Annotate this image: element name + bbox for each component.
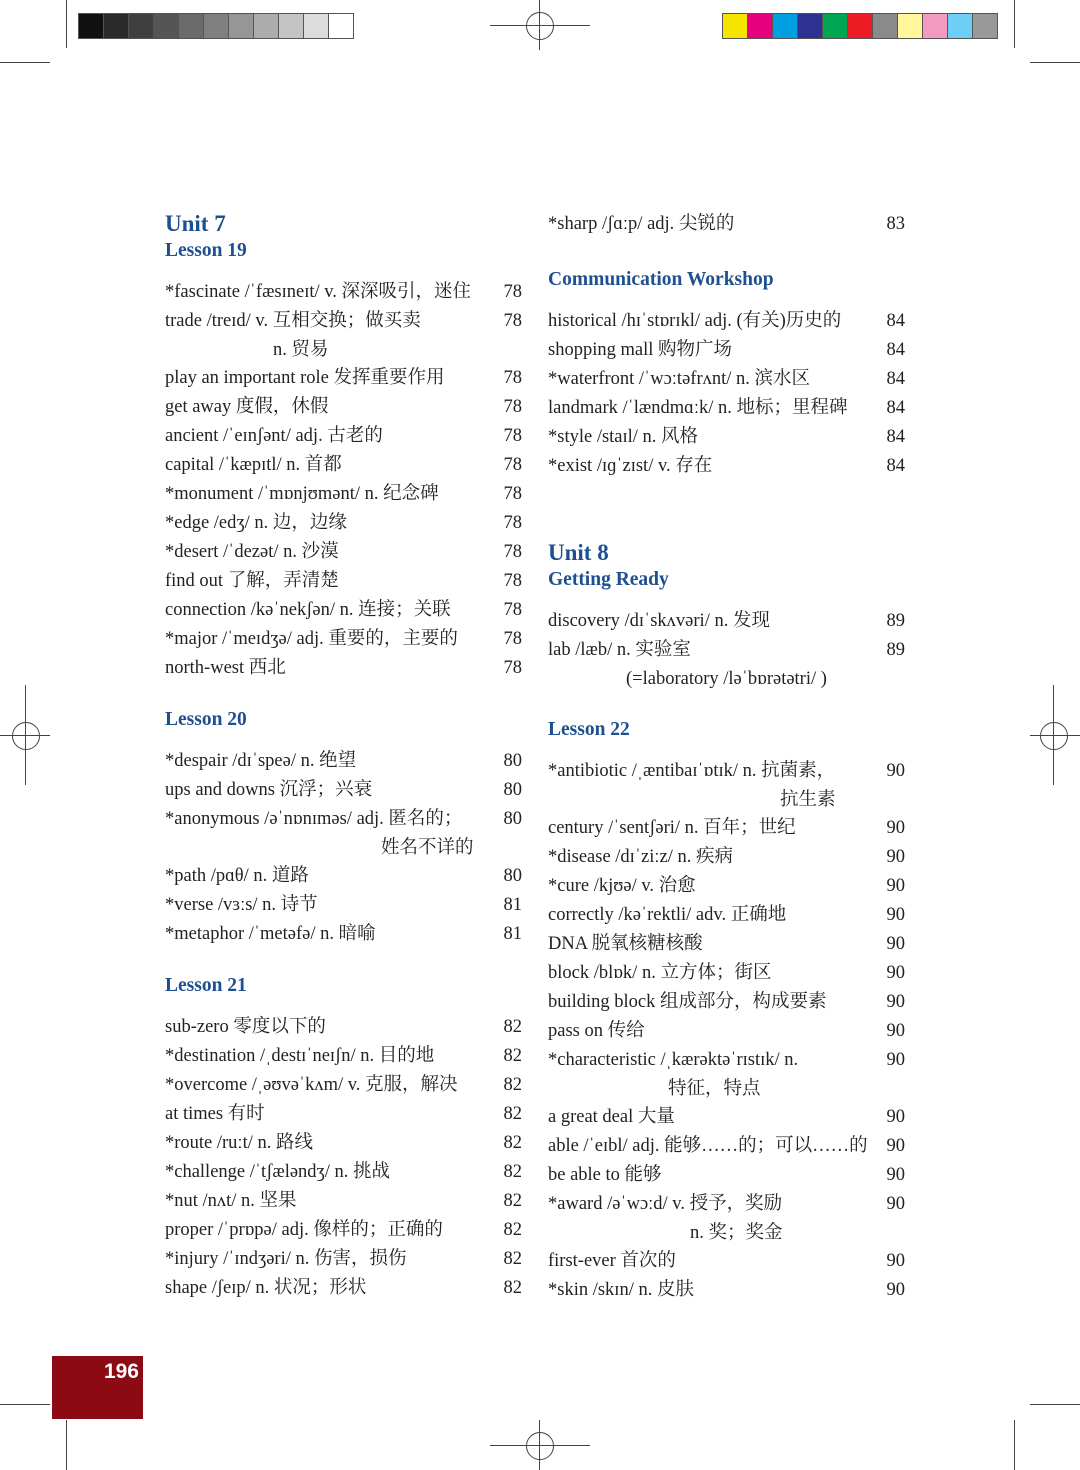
vocab-text: *injury /ˈɪndʒəri/ n. 伤害，损伤: [165, 1249, 407, 1269]
lesson-title: Getting Ready: [548, 569, 669, 590]
vocab-page: 90: [886, 1136, 905, 1156]
vocab-entry: [548, 872, 905, 901]
registration-mark-line: [1053, 685, 1054, 785]
vocab-continuation: 姓名不详的: [381, 838, 474, 858]
vocab-page: 90: [886, 905, 905, 925]
vocab-text: sub-zero 零度以下的: [165, 1017, 326, 1037]
vocab-page: 78: [503, 311, 522, 331]
vocab-text: proper /ˈprɒpə/ adj. 像样的；正确的: [165, 1220, 443, 1240]
vocab-entry: [548, 930, 905, 959]
vocab-text: DNA 脱氧核糖核酸: [548, 934, 703, 954]
vocab-text: ancient /ˈeɪnʃənt/ adj. 古老的: [165, 426, 383, 446]
vocab-entry: [548, 1276, 905, 1305]
vocab-text: *cure /kjʊə/ v. 治愈: [548, 876, 696, 896]
lesson-title: Lesson 20: [165, 709, 247, 730]
vocab-entry: [165, 307, 522, 336]
color-swatch: [923, 14, 948, 38]
vocab-text: *metaphor /ˈmetəfə/ n. 暗喻: [165, 924, 376, 944]
color-swatch: [104, 14, 129, 38]
vocab-entry: [548, 901, 905, 930]
vocab-page: 82: [503, 1075, 522, 1095]
registration-mark: [1040, 722, 1068, 750]
crop-mark: [66, 1420, 67, 1470]
vocab-entry: [165, 1129, 522, 1158]
vocab-entry: [165, 567, 522, 596]
vocab-text: historical /hɪˈstɒrɪkl/ adj. (有关)历史的: [548, 311, 842, 331]
vocab-page: 78: [503, 282, 522, 302]
vocab-list: [548, 307, 905, 481]
vocab-page: 90: [886, 992, 905, 1012]
color-swatch: [748, 14, 773, 38]
vocab-text: century /ˈsentʃəri/ n. 百年；世纪: [548, 818, 796, 838]
vocab-entry: [548, 1190, 905, 1219]
vocab-text: *disease /dɪˈziːz/ n. 疾病: [548, 847, 733, 867]
color-swatch: [279, 14, 304, 38]
vocab-entry: [548, 1046, 905, 1075]
vocab-page: 78: [503, 513, 522, 533]
registration-mark: [526, 12, 554, 40]
crop-mark: [1014, 0, 1015, 48]
vocab-entry: [165, 1216, 522, 1245]
vocab-page: 90: [886, 876, 905, 896]
color-swatch: [129, 14, 154, 38]
vocab-entry: [548, 394, 905, 423]
vocab-text: *destination /ˌdestɪˈneɪʃn/ n. 目的地: [165, 1046, 435, 1066]
vocab-text: *route /ruːt/ n. 路线: [165, 1133, 313, 1153]
vocab-entry: [548, 210, 905, 239]
vocab-text: shopping mall 购物广场: [548, 340, 732, 360]
vocab-text: *monument /ˈmɒnjʊmənt/ n. 纪念碑: [165, 484, 439, 504]
vocab-page: 82: [503, 1249, 522, 1269]
vocab-page: 78: [503, 484, 522, 504]
color-swatch: [154, 14, 179, 38]
vocab-continuation: n. 奖；奖金: [690, 1223, 783, 1243]
vocab-page: 84: [886, 369, 905, 389]
vocab-entry: [548, 365, 905, 394]
vocab-continuation: 抗生素: [780, 790, 836, 810]
color-swatch: [948, 14, 973, 38]
vocab-entry: [165, 1071, 522, 1100]
vocab-text: *challenge /ˈtʃæləndʒ/ n. 挑战: [165, 1162, 391, 1182]
vocab-page: 82: [503, 1046, 522, 1066]
vocab-list: [548, 210, 905, 239]
vocab-text: *major /ˈmeɪdʒə/ adj. 重要的，主要的: [165, 629, 458, 649]
vocab-entry: [165, 393, 522, 422]
vocab-entry: [548, 988, 905, 1017]
color-calibration-bar: [722, 13, 998, 39]
vocab-page: 90: [886, 1280, 905, 1300]
vocab-text: lab /læb/ n. 实验室: [548, 640, 691, 660]
vocab-text: *exist /ɪɡˈzɪst/ v. 存在: [548, 456, 713, 476]
vocab-list: [548, 607, 905, 693]
vocab-entry: [548, 1132, 905, 1161]
vocab-page: 84: [886, 456, 905, 476]
vocab-page: 83: [886, 214, 905, 234]
vocab-page: 82: [503, 1220, 522, 1240]
vocab-page: 82: [503, 1191, 522, 1211]
vocab-text: correctly /kəˈrektli/ adv. 正确地: [548, 905, 787, 925]
right-column: [548, 210, 905, 1305]
vocab-page: 78: [503, 426, 522, 446]
vocab-text: *characteristic /ˌkærəktəˈrɪstɪk/ n.: [548, 1050, 799, 1070]
vocab-page: 82: [503, 1104, 522, 1124]
vocab-page: 90: [886, 1021, 905, 1041]
vocab-entry: [548, 959, 905, 988]
color-swatch: [304, 14, 329, 38]
vocab-entry: [165, 509, 522, 538]
vocab-entry: [165, 480, 522, 509]
registration-mark: [526, 1432, 554, 1460]
vocab-page: 78: [503, 455, 522, 475]
vocab-page: 84: [886, 311, 905, 331]
vocab-text: building block 组成部分，构成要素: [548, 992, 827, 1012]
vocab-entry: [165, 538, 522, 567]
vocab-text: shape /ʃeɪp/ n. 状况；形状: [165, 1278, 367, 1298]
vocab-entry: [165, 364, 522, 393]
color-swatch: [229, 14, 254, 38]
vocab-page: 78: [503, 542, 522, 562]
vocab-page: 78: [503, 658, 522, 678]
vocab-page: 84: [886, 427, 905, 447]
vocab-page: 90: [886, 1050, 905, 1070]
vocab-page: 82: [503, 1162, 522, 1182]
vocab-page: 81: [503, 895, 522, 915]
vocab-entry: [548, 607, 905, 636]
registration-mark-line: [490, 1445, 590, 1446]
vocab-text: *overcome /ˌəʊvəˈkʌm/ v. 克服，解决: [165, 1075, 458, 1095]
vocab-entry: [165, 451, 522, 480]
registration-mark-line: [539, 0, 540, 50]
vocab-text: capital /ˈkæpɪtl/ n. 首都: [165, 455, 342, 475]
unit-title: Unit 7: [165, 211, 226, 236]
vocab-text: block /blɒk/ n. 立方体；街区: [548, 963, 772, 983]
vocab-entry: [548, 307, 905, 336]
vocab-page: 81: [503, 924, 522, 944]
vocab-text: landmark /ˈlændmɑːk/ n. 地标；里程碑: [548, 398, 848, 418]
crop-mark: [1030, 62, 1080, 63]
vocab-text: *path /pɑθ/ n. 道路: [165, 866, 309, 886]
color-swatch: [848, 14, 873, 38]
vocab-continuation: 特征，特点: [668, 1079, 761, 1099]
vocab-entry: [548, 1103, 905, 1132]
vocab-entry: [165, 920, 522, 949]
vocab-page: 90: [886, 1194, 905, 1214]
vocab-entry: [548, 423, 905, 452]
vocab-page: 89: [886, 640, 905, 660]
vocab-continuation: n. 贸易: [273, 340, 329, 360]
vocab-text: first-ever 首次的: [548, 1251, 676, 1271]
registration-mark-line: [1030, 735, 1080, 736]
vocab-text: *nut /nʌt/ n. 坚果: [165, 1191, 297, 1211]
lesson-title: Lesson 19: [165, 240, 247, 261]
color-swatch: [723, 14, 748, 38]
vocab-page: 82: [503, 1133, 522, 1153]
page-number: 196: [103, 1360, 139, 1383]
unit-title: Unit 8: [548, 540, 609, 565]
vocab-entry: [165, 1245, 522, 1274]
vocab-text: find out 了解，弄清楚: [165, 571, 339, 591]
vocab-text: be able to 能够: [548, 1165, 662, 1185]
color-swatch: [204, 14, 229, 38]
vocab-page: 80: [503, 809, 522, 829]
vocab-entry: [165, 891, 522, 920]
registration-mark-line: [539, 1420, 540, 1470]
vocab-entry: [548, 636, 905, 665]
vocab-text: get away 度假，休假: [165, 397, 329, 417]
vocab-page: 90: [886, 1165, 905, 1185]
vocab-text: at times 有时: [165, 1104, 265, 1124]
vocab-text: able /ˈeɪbl/ adj. 能够……的；可以……的: [548, 1136, 868, 1156]
gray-calibration-bar: [78, 13, 354, 39]
vocab-page: 90: [886, 1251, 905, 1271]
vocab-entry: [165, 1013, 522, 1042]
vocab-entry: [548, 814, 905, 843]
vocab-entry: [548, 1247, 905, 1276]
registration-mark: [12, 722, 40, 750]
vocab-entry: [165, 1187, 522, 1216]
vocab-entry: [548, 843, 905, 872]
vocab-text: *sharp /ʃɑːp/ adj. 尖锐的: [548, 214, 735, 234]
vocab-entry: [165, 776, 522, 805]
vocab-list: [165, 278, 522, 683]
vocab-list: [165, 1013, 522, 1303]
vocab-page: 78: [503, 368, 522, 388]
crop-mark: [0, 62, 50, 63]
vocab-entry: [548, 757, 905, 786]
vocab-text: *antibiotic /ˌæntibaɪˈɒtɪk/ n. 抗菌素，: [548, 761, 836, 781]
crop-mark: [66, 0, 67, 48]
page-number-box: [52, 1356, 143, 1419]
vocab-text: *verse /vɜːs/ n. 诗节: [165, 895, 318, 915]
vocab-entry: [165, 278, 522, 307]
vocab-entry: [165, 654, 522, 683]
vocab-continuation: (=laboratory /ləˈbɒrətətri/ ): [626, 669, 827, 689]
vocab-page: 84: [886, 340, 905, 360]
color-swatch: [254, 14, 279, 38]
vocab-entry: [165, 1274, 522, 1303]
color-swatch: [898, 14, 923, 38]
vocab-entry: [548, 1161, 905, 1190]
vocab-text: *despair /dɪˈspeə/ n. 绝望: [165, 751, 357, 771]
vocab-entry: [548, 336, 905, 365]
vocab-text: trade /treɪd/ v. 互相交换；做买卖: [165, 311, 421, 331]
vocab-entry: [165, 596, 522, 625]
lesson-title: Lesson 21: [165, 975, 247, 996]
vocab-text: north-west 西北: [165, 658, 286, 678]
vocab-text: discovery /dɪˈskʌvəri/ n. 发现: [548, 611, 770, 631]
color-swatch: [773, 14, 798, 38]
vocab-text: *fascinate /ˈfæsɪneɪt/ v. 深深吸引，迷住: [165, 282, 472, 302]
vocab-page: 78: [503, 629, 522, 649]
color-swatch: [329, 14, 353, 38]
vocab-text: a great deal 大量: [548, 1107, 675, 1127]
vocab-entry: [548, 452, 905, 481]
vocab-entry: [165, 862, 522, 891]
vocab-page: 82: [503, 1278, 522, 1298]
vocab-page: 80: [503, 751, 522, 771]
vocab-entry: [165, 1042, 522, 1071]
lesson-title: Lesson 22: [548, 719, 630, 740]
vocab-page: 78: [503, 600, 522, 620]
crop-mark: [0, 1404, 50, 1405]
crop-mark: [1030, 1404, 1080, 1405]
color-swatch: [79, 14, 104, 38]
vocab-text: play an important role 发挥重要作用: [165, 368, 445, 388]
vocab-page: 80: [503, 866, 522, 886]
vocab-page: 90: [886, 963, 905, 983]
vocab-page: 90: [886, 818, 905, 838]
vocab-text: *waterfront /ˈwɔːtəfrʌnt/ n. 滨水区: [548, 369, 811, 389]
vocab-page: 80: [503, 780, 522, 800]
vocab-list: [165, 747, 522, 949]
vocab-page: 78: [503, 397, 522, 417]
vocab-page: 84: [886, 398, 905, 418]
vocab-page: 78: [503, 571, 522, 591]
vocab-entry: [165, 422, 522, 451]
vocab-text: *desert /ˈdezət/ n. 沙漠: [165, 542, 339, 562]
left-column: [165, 210, 522, 1303]
vocab-entry: [165, 625, 522, 654]
vocab-list: [548, 757, 905, 1305]
vocab-page: 82: [503, 1017, 522, 1037]
color-swatch: [873, 14, 898, 38]
vocab-entry: [548, 1017, 905, 1046]
vocab-text: connection /kəˈnekʃən/ n. 连接；关联: [165, 600, 451, 620]
vocab-text: *anonymous /əˈnɒnɪməs/ adj. 匿名的；: [165, 809, 463, 829]
vocab-entry: [165, 1158, 522, 1187]
vocab-page: 89: [886, 611, 905, 631]
color-swatch: [179, 14, 204, 38]
vocab-text: *award /əˈwɔːd/ v. 授予，奖励: [548, 1194, 783, 1214]
vocab-page: 90: [886, 1107, 905, 1127]
vocab-text: *skin /skɪn/ n. 皮肤: [548, 1280, 694, 1300]
vocab-text: pass on 传给: [548, 1021, 645, 1041]
vocab-text: *edge /edʒ/ n. 边，边缘: [165, 513, 347, 533]
vocab-page: 90: [886, 934, 905, 954]
vocab-entry: [165, 1100, 522, 1129]
vocab-text: ups and downs 沉浮；兴衰: [165, 780, 373, 800]
registration-mark-line: [25, 685, 26, 785]
color-swatch: [823, 14, 848, 38]
color-swatch: [798, 14, 823, 38]
registration-mark-line: [490, 25, 590, 26]
crop-mark: [1014, 1420, 1015, 1470]
vocab-entry: [165, 747, 522, 776]
section-title: Communication Workshop: [548, 269, 774, 290]
vocab-entry: [165, 805, 522, 834]
vocab-page: 90: [886, 761, 905, 781]
vocab-text: *style /staɪl/ n. 风格: [548, 427, 699, 447]
vocab-page: 90: [886, 847, 905, 867]
color-swatch: [973, 14, 997, 38]
